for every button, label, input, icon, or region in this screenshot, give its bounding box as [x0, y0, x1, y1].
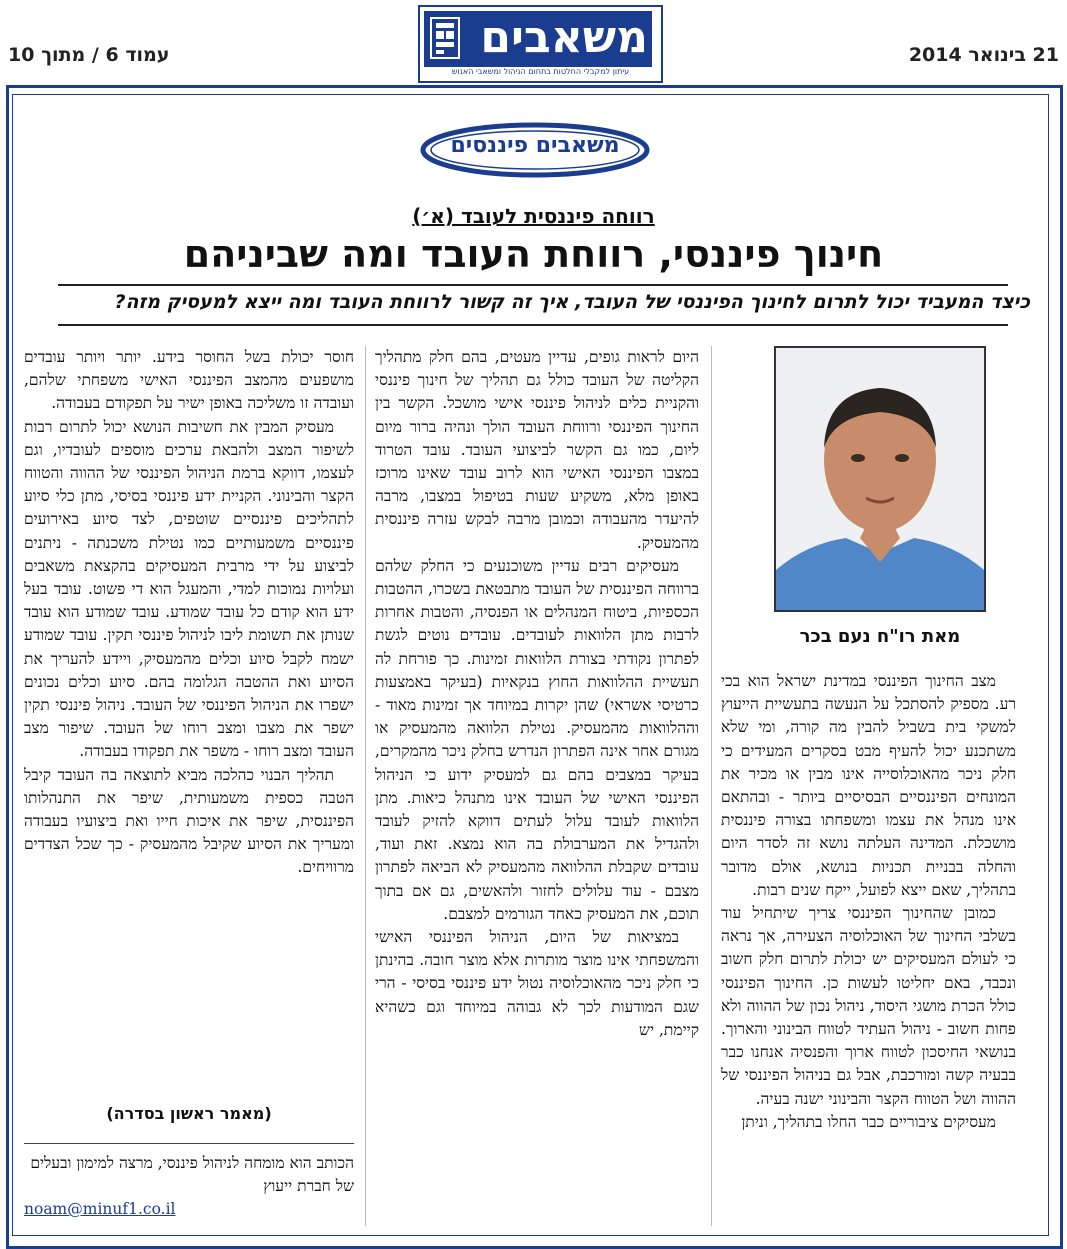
paragraph: במציאות של היום, הניהול הפיננסי האישי והמשפחתי אינו מוצר מותרות אלא מוצר חובה. בהינתן כי חלק ניכר מהאוכלוסיה נטול ידע פיננסי בסיסי - הרי שגם המודעות לכך לא גבוהה במיוחד וגם כשהיא קיימת, יש	[375, 928, 699, 1039]
masthead-banner	[424, 11, 652, 67]
masthead-subtitle: עיתון למקבלי החלטות בתחום הניהול ומשאבי האנוש	[451, 67, 630, 76]
article-kicker: רווחה פיננסית לעובד (א׳)	[412, 204, 655, 228]
series-note: (מאמר ראשון בסדרה)	[106, 1104, 272, 1123]
paragraph: מעסיקים ציבוריים כבר החלו בתהליך, וניתן	[741, 1112, 996, 1131]
masthead-logo	[418, 5, 663, 83]
emblem-icon	[430, 17, 460, 59]
divider	[58, 284, 1008, 286]
masthead-title: משאבים	[480, 12, 648, 63]
portrait-image	[776, 348, 984, 610]
page-number: עמוד 6 / מתוך 10	[8, 44, 170, 66]
paragraph: מעסיק המבין את חשיבות הנושא יכול לתרום רבות לשיפור המצב ולהבאת ערכים מוספים לעובדיו, וגם לעצמו, דווקא ברמת הניהול הפיננסי של ההווה והטווח הקצר והבינוני. הקניית ידע פיננסי בסיסי, מתן כלי סיוע לתהליכים פיננסיים שוטפים, לצד סיוע באירועים פיננסיים משמעותיים כמו נטילת משכנתה - ניתנים לביצוע על ידי מרבית המעסיקים בהקצאת משאבים ועלויות נמוכות למדי, והמעגל הוא די פשוט. עובד בעל ידע הוא קודם כל עובד שמודע. עובד שמודע הוא עובד שנותן את תשומת ליבו לניהול פיננסי תקין. עובד שמודע ישמח לקבל סיוע וכלים מהמעסיק, ויידע להעריך את הסיוע ואת ההטבה הגלומה בהם. סיוע וכלים נכונים ישפרו את הניהול הפיננסי של העובד. ניהול פיננסי תקין ישפר את מצבו ומצב רוחו של העובד. שיפור מצב העובד ומצב רוחו - משפר את תפקודו בעבודה.	[24, 417, 354, 761]
paragraph: מצב החינוך הפיננסי במדינת ישראל הוא בכי רע. מספיק להסתכל על הנעשה בתעשיית הייעוץ למשקי בית בשביל להבין מה קורה, ומי שלא משתכנע יכול להעיף מבט בסקרים המעידים כי חלק ניכר מהאוכלוסייה אינו מבין או מכיר את המונחים הפיננסיים הבסיסיים ביותר - ובהתאם אינו מנהל את עצמו ומשפחתו בצורה פיננסית מושכלת. המדינה העלתה נושא זה לסדר היום והחלה בבניית תכניות בנושא, אולם מדובר בתהליך, שאם ייצא לפועל, ייקח שנים רבות.	[721, 672, 1016, 899]
divider	[24, 1143, 354, 1144]
paragraph: מעסיקים רבים עדיין משוכנעים כי החלק שלהם ברווחה הפיננסית של העובד מתבטאת בשכרו, ההטבות הכספיות, ביטוח המנהלים או הפנסיה, והטבות אחרות לרבות מתן הלוואות לעובדים. עובדים נוטים לגשת לפתרון נקודתי בצורת הלוואות זמינות. כך פורחת לה תעשיית ההלוואות החוץ בנקאיות (בעיקר באמצעות כרטיסי אשראי) שהן יקרות במיוחד אך זמינות מאוד - וההלוואות מהמעסיק. נטילת הלוואה מהמעסיק או מגורם אחר אינה הפתרון הנדרש בחלק ניכר מהמקרים, בעיקר במצבים בהם גם למעסיק ידוע כי הניהול הפיננסי האישי של העובד אינו מתנהל כיאות. מתן הלוואות לעובד עלול לעתים דווקא להזיק לעובד ולהגדיל את המערבולת בה הוא נמצא. זאת ועוד, עובדים שקבלת ההלוואה מהמעסיק לא הביאה לפתרון מצבם - עוד עלולים לחזור ולהאשים, גם אם בתוך תוכם, את המעסיק כאחד הגורמים למצבם.	[375, 556, 699, 923]
article-subtitle: כיצד המעביד יכול לתרום לחינוך הפיננסי של העובד, איך זה קשור לרווחת העובד ומה ייצא למעסיק מזה?	[114, 291, 1030, 313]
divider	[58, 324, 1008, 326]
paragraph: כמובן שהחינוך הפיננסי צריך שיתחיל עוד בשלבי החינוך של האוכלוסיה הצעירה, אך נראה כי לעולם המעסיקים יש יכולת לתרום חלק חשוב ונכבד, באם יחליטו לעשות כן. החינוך הפיננסי כולל הכרת מושגי היסוד, ניהול נכון של ההווה ולא פחות חשוב - ניהול העתיד לטווח הבינוני והארוך. בנושאי החיסכון לטווח ארוך והפנסיה אנחנו כבר בבעיה קשה ומורכבת, אבל גם בניהול הפיננסי של ההווה ושל הטווח הקצר והבינוני ישנה בעיה.	[721, 904, 1016, 1108]
paragraph: תהליך הבנוי כהלכה מביא לתוצאה בה העובד קיבל הטבה כספית משמעותית, שיפר את התנהלותו הפיננסית, שיפר את איכות חייו ואת ביצועיו בעבודה ומעריך את הסיוע שקיבל מהמעסיק - כך שכל הצדדים מרוויחים.	[24, 765, 354, 877]
paragraph: חוסר יכולת בשל החוסר בידע. יותר ויותר עובדים מושפעים מהמצב הפיננסי האישי משפחתי שלהם, ועובדה זו משליכה באופן ישיר על תפקודם בעבודה.	[24, 348, 354, 413]
article-column-2	[375, 346, 699, 1042]
column-divider	[711, 346, 712, 1226]
paragraph: היום לראות גופים, עדיין מעטים, בהם חלק מתהליך הקליטה של העובד כולל גם תהליך של חינוך פיננסי והקניית כלים לניהול פיננסי אישי מושכל. הקשר בין החינוך הפיננסי ורווחת העובד הולך ונהיה ברור מיום ליום, כמו גם הקשר לביצועי העובד. עובד הטרוד במצבו הפיננסי האישי הוא לרוב עובד שאינו מרוכז באופן מלא, משקיע שעות בטיפול במצבו, מרבה להיעדר מהעבודה וכמובן מרבה לבקש עזרה פיננסית מהמעסיק.	[375, 348, 699, 552]
author-byline: מאת רו"ח נעם בכר	[799, 626, 961, 647]
author-photo	[774, 346, 986, 612]
article-column-1	[721, 670, 1016, 1134]
section-badge	[419, 121, 651, 179]
article-column-3	[24, 346, 354, 880]
author-bio-text: הכותב הוא מומחה לניהול פיננסי, מרצה למימון ובעלים של חברת ייעוץ	[30, 1154, 354, 1195]
author-bio	[24, 1152, 354, 1221]
section-badge-label: משאבים פיננסים	[450, 133, 620, 158]
column-divider	[365, 346, 366, 1226]
page-header	[0, 0, 1067, 82]
author-email-link[interactable]: noam@minuf1.co.il	[24, 1200, 176, 1218]
issue-date: 21 בינואר 2014	[908, 44, 1059, 66]
article-headline: חינוך פיננסי, רווחת העובד ומה שביניהם	[183, 232, 884, 276]
